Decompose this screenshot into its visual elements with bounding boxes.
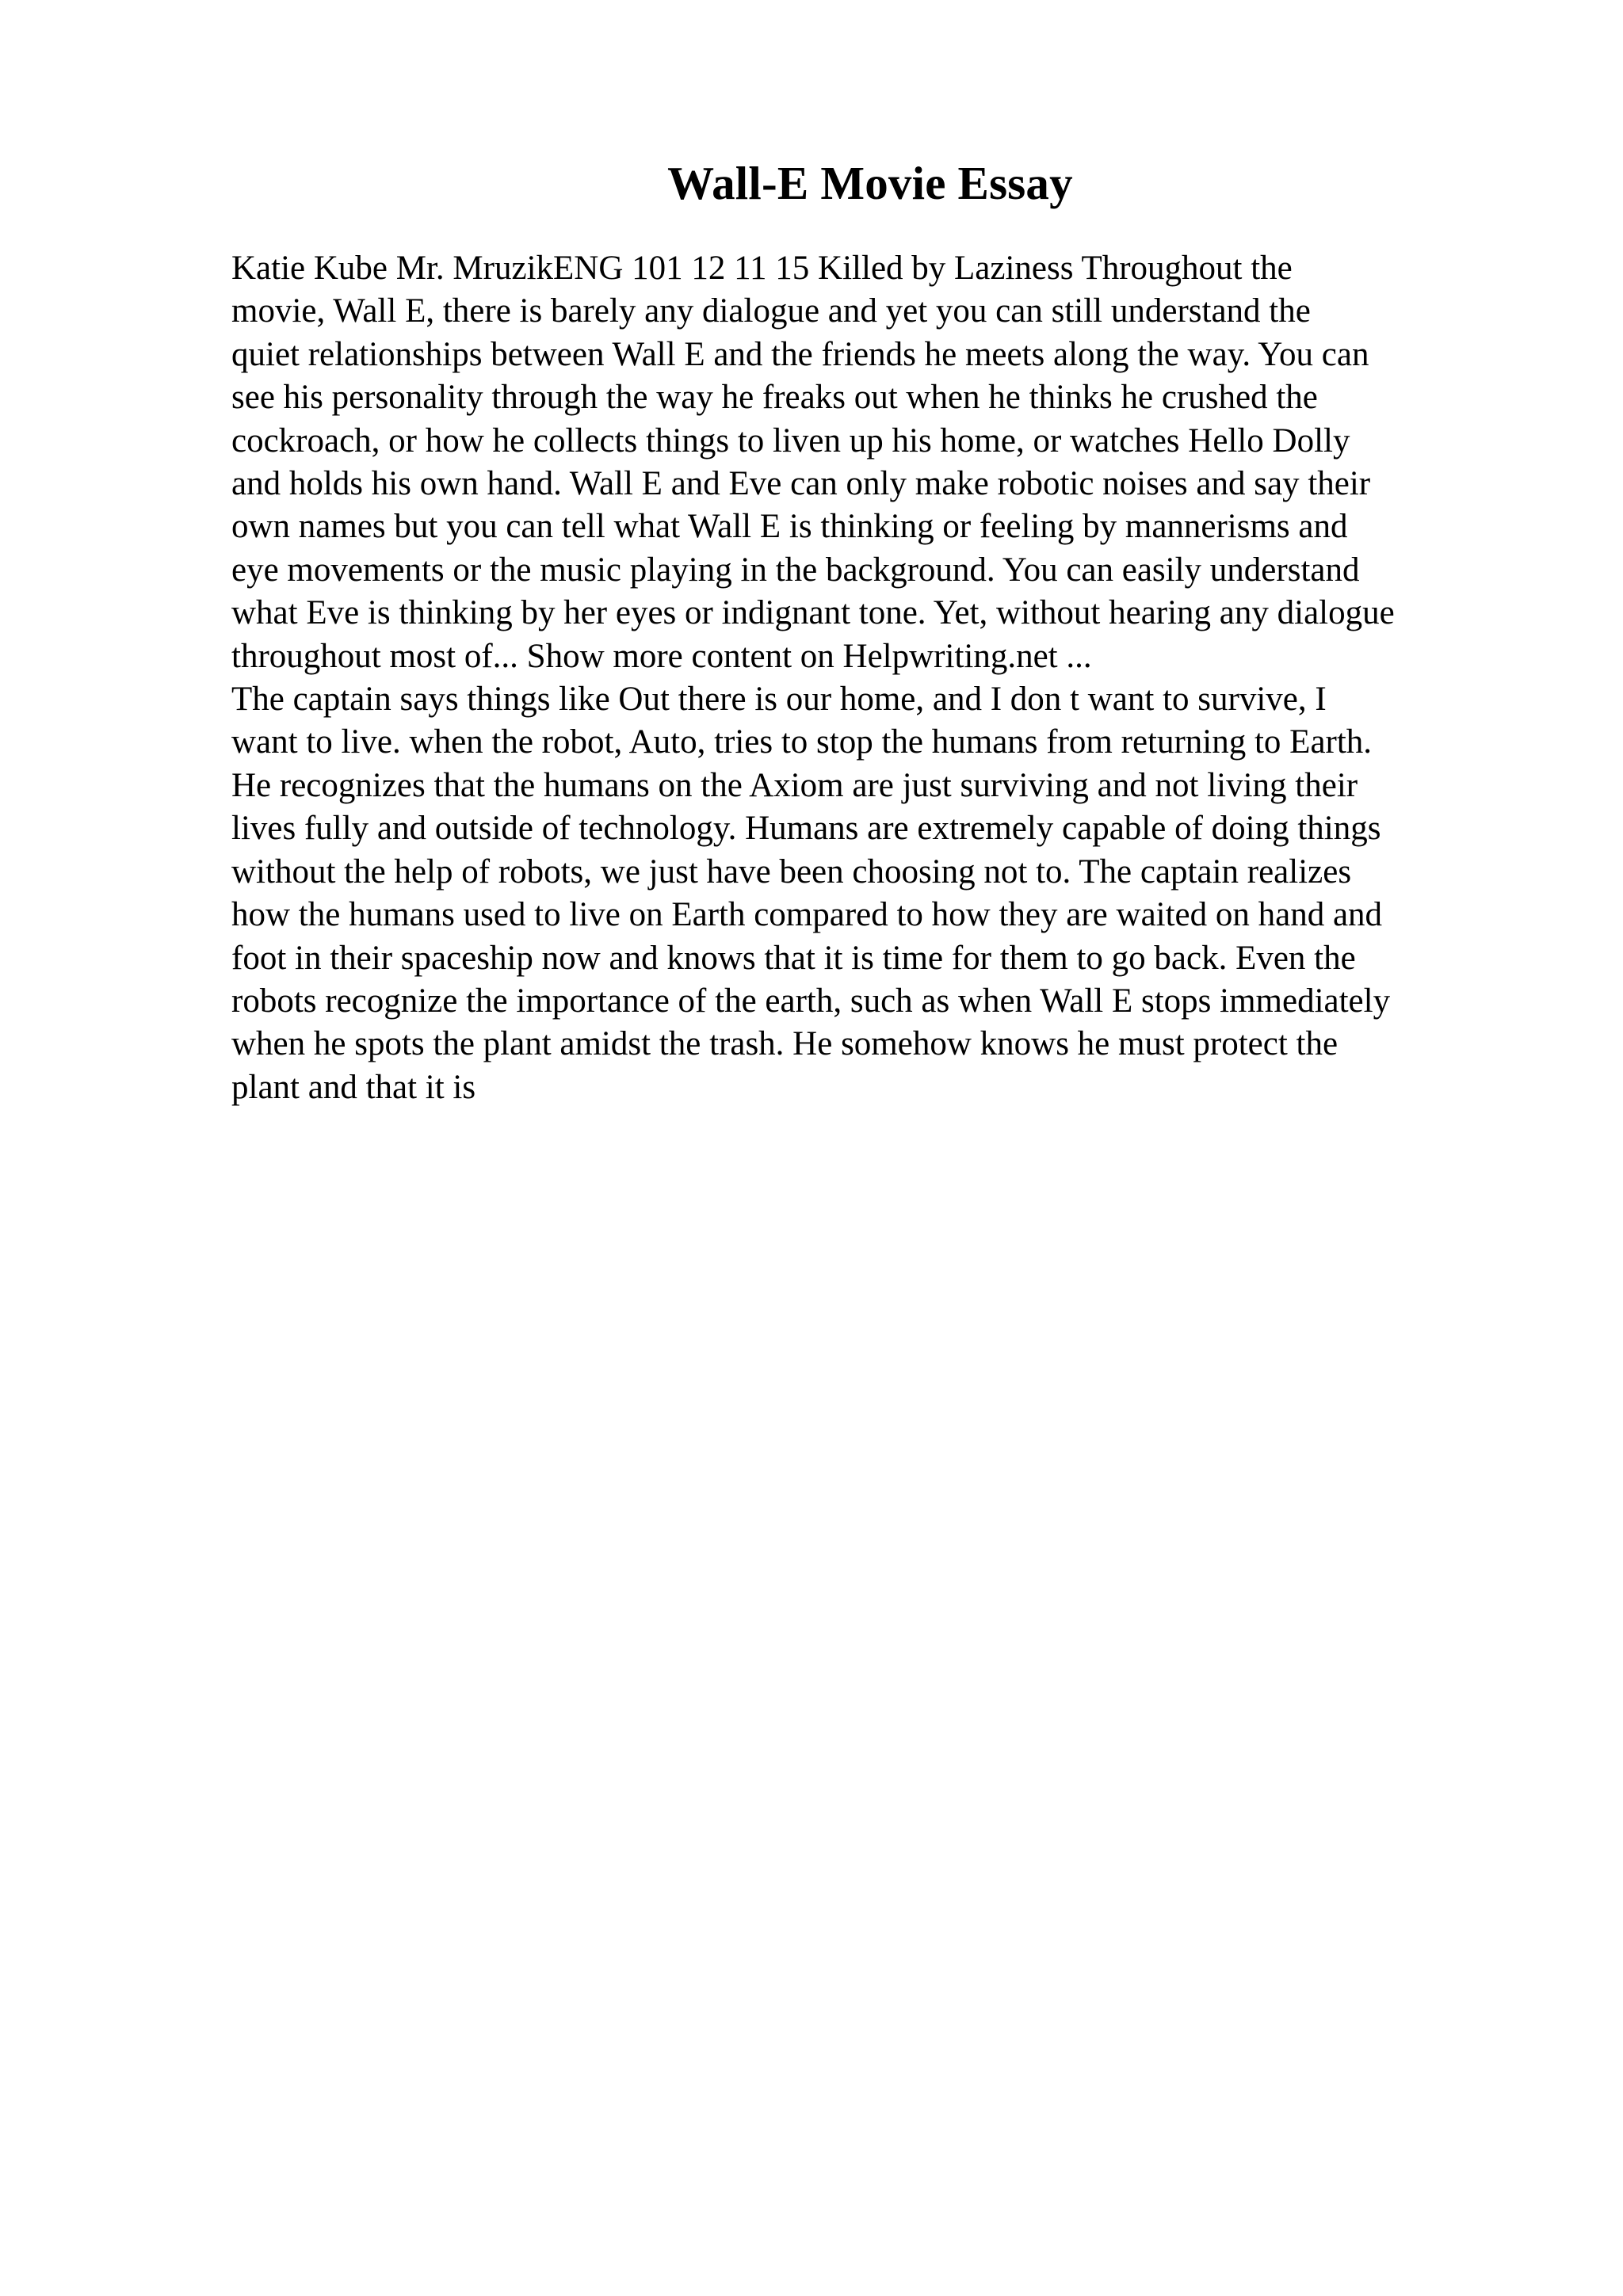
text-line: The captain says things like Out there is our home, and I don t want to survive, I xyxy=(231,681,1327,719)
text-line: foot in their spaceship now and knows that it is time for them to go back. Even the xyxy=(231,939,1356,977)
text-line: cockroach, or how he collects things to liven up his home, or watches Hello Dolly xyxy=(231,421,1350,460)
text-line: own names but you can tell what Wall E is thinking or feeling by mannerisms and xyxy=(231,508,1348,546)
paragraph-1 xyxy=(231,247,1507,678)
text-line: eye movements or the music playing in the background. You can easily understand xyxy=(231,551,1360,589)
text-line: quiet relationships between Wall E and the friends he meets along the way. You can xyxy=(231,335,1369,373)
text-line: robots recognize the importance of the earth, such as when Wall E stops immediately xyxy=(231,982,1391,1020)
text-line: He recognizes that the humans on the Axiom are just surviving and not living their xyxy=(231,766,1358,804)
text-line: plant and that it is xyxy=(231,1068,476,1106)
document-body xyxy=(231,247,1507,1109)
text-line: throughout most of... Show more content on Helpwriting.net ... xyxy=(231,637,1092,675)
text-line: movie, Wall E, there is barely any dialogue and yet you can still understand the xyxy=(231,292,1311,330)
text-line: want to live. when the robot, Auto, tries to stop the humans from returning to Earth. xyxy=(231,723,1373,761)
text-line: how the humans used to live on Earth compared to how they are waited on hand and xyxy=(231,896,1383,934)
text-line: lives fully and outside of technology. Humans are extremely capable of doing things xyxy=(231,810,1381,848)
text-line: what Eve is thinking by her eyes or indignant tone. Yet, without hearing any dialogue xyxy=(231,594,1395,632)
text-line: and holds his own hand. Wall E and Eve can only make robotic noises and say their xyxy=(231,465,1371,503)
text-line: Katie Kube Mr. MruzikENG 101 12 11 15 Killed by Laziness Throughout the xyxy=(231,250,1293,287)
text-line: when he spots the plant amidst the trash. He somehow knows he must protect the xyxy=(231,1025,1338,1063)
text-line: without the help of robots, we just have been choosing not to. The captain realizes xyxy=(231,852,1352,891)
paragraph-2 xyxy=(231,678,1507,1109)
text-line: see his personality through the way he freaks out when he thinks he crushed the xyxy=(231,379,1318,417)
document-title: Wall-E Movie Essay xyxy=(667,157,1073,209)
